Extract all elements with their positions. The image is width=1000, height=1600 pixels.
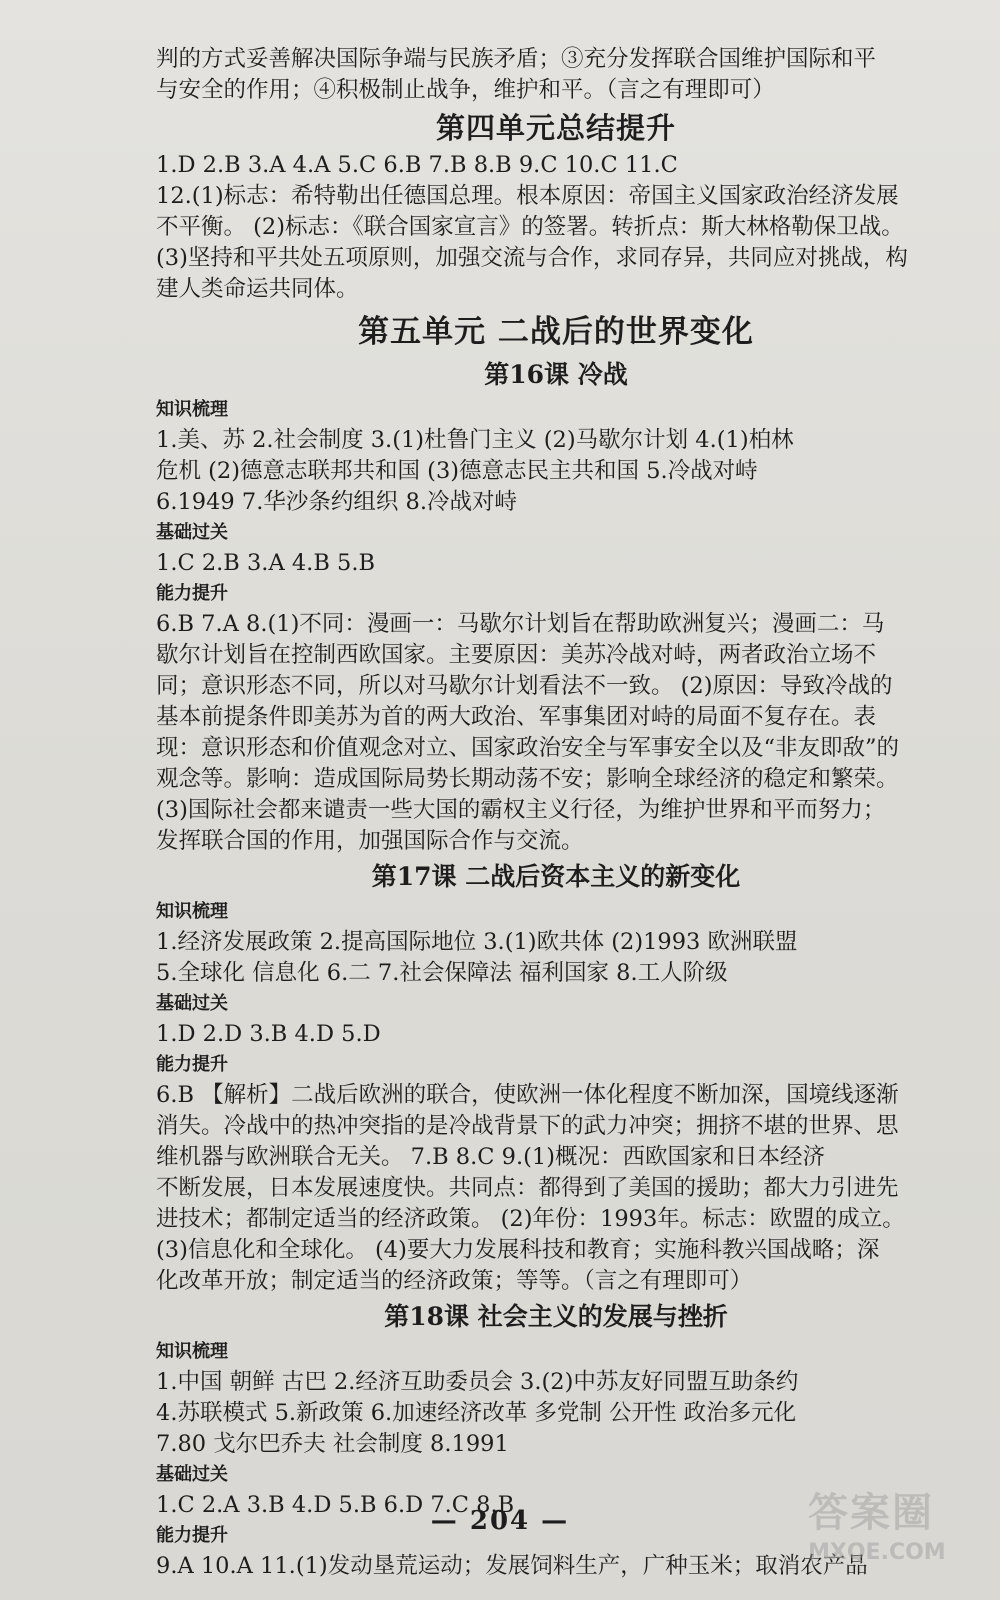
lesson-heading: 第16课 冷战 bbox=[484, 360, 628, 389]
text-line: 维机器与欧洲联合无关。 7.B 8.C 9.(1)概况：西欧国家和日本经济 bbox=[156, 1144, 825, 1170]
section-heading: 知识梳理 bbox=[156, 901, 228, 922]
text-line: 4.苏联模式 5.新政策 6.加速经济改革 多党制 公开性 政治多元化 bbox=[156, 1400, 797, 1426]
text-line: 6.B 【解析】二战后欧洲的联合，使欧洲一体化程度不断加深，国境线逐渐 bbox=[156, 1082, 899, 1108]
text-line: 1.D 2.B 3.A 4.A 5.C 6.B 7.B 8.B 9.C 10.C 11.C bbox=[156, 152, 678, 178]
text-line: 建人类命运共同体。 bbox=[156, 276, 359, 302]
answer-content bbox=[156, 44, 956, 1582]
section-heading: 知识梳理 bbox=[156, 399, 228, 420]
text-line: 不断发展，日本发展速度快。共同点：都得到了美国的援助；都大力引进先 bbox=[156, 1175, 899, 1201]
text-line: 与安全的作用；④积极制止战争，维护和平。（言之有理即可） bbox=[156, 77, 775, 103]
text-line: 现：意识形态和价值观念对立、国家政治安全与军事安全以及“非友即敌”的 bbox=[156, 735, 900, 761]
text-line: (3)国际社会都来谴责一些大国的霸权主义行径，为维护世界和平而努力； bbox=[156, 797, 886, 823]
text-line: 进技术；都制定适当的经济政策。 (2)年份：1993年。标志：欧盟的成立。 bbox=[156, 1206, 905, 1232]
watermark-url: MXQE.COM bbox=[808, 1540, 946, 1565]
lesson-heading: 第17课 二战后资本主义的新变化 bbox=[371, 862, 741, 891]
text-line: 发挥联合国的作用，加强国际合作与交流。 bbox=[156, 828, 584, 854]
lesson-heading: 第18课 社会主义的发展与挫折 bbox=[384, 1302, 728, 1331]
text-line: 基本前提条件即美苏为首的两大政治、军事集团对峙的局面不复存在。表 bbox=[156, 704, 877, 730]
text-line: 9.A 10.A 11.(1)发动垦荒运动；发展饲料生产，广种玉米；取消农产品 bbox=[156, 1553, 868, 1579]
section-heading: 能力提升 bbox=[156, 1054, 228, 1075]
text-line: 化改革开放；制定适当的经济政策；等等。（言之有理即可） bbox=[156, 1268, 753, 1294]
text-line: 歇尔计划旨在控制西欧国家。主要原因：美苏冷战对峙，两者政治立场不 bbox=[156, 642, 877, 668]
text-line: 1.C 2.A 3.B 4.D 5.B 6.D 7.C 8.B bbox=[156, 1492, 515, 1518]
section-heading: 能力提升 bbox=[156, 1525, 228, 1546]
text-line: 不平衡。 (2)标志：《联合国家宣言》的签署。转折点：斯大林格勒保卫战。 bbox=[156, 214, 904, 240]
text-line: 1.C 2.B 3.A 4.B 5.B bbox=[156, 550, 376, 576]
page-number: — 204 — bbox=[430, 1506, 570, 1536]
site-watermark bbox=[808, 1488, 998, 1598]
section-heading: 基础过关 bbox=[156, 1464, 228, 1485]
unit-heading: 第五单元 二战后的世界变化 bbox=[358, 314, 754, 350]
text-line: 1.美、苏 2.社会制度 3.(1)杜鲁门主义 (2)马歇尔计划 4.(1)柏林 bbox=[156, 427, 794, 453]
watermark-logo-text: 答案圈 bbox=[808, 1490, 934, 1536]
text-line: 1.中国 朝鲜 古巴 2.经济互助委员会 3.(2)中苏友好同盟互助条约 bbox=[156, 1369, 799, 1395]
text-line: 观念等。影响：造成国际局势长期动荡不安；影响全球经济的稳定和繁荣。 bbox=[156, 766, 899, 792]
text-line: 消失。冷战中的热冲突指的是冷战背景下的武力冲突；拥挤不堪的世界、思 bbox=[156, 1113, 899, 1139]
text-line: 危机 (2)德意志联邦共和国 (3)德意志民主共和国 5.冷战对峙 bbox=[156, 458, 758, 484]
text-line: 7.80 戈尔巴乔夫 社会制度 8.1991 bbox=[156, 1431, 509, 1457]
text-line: 1.经济发展政策 2.提高国际地位 3.(1)欧共体 (2)1993 欧洲联盟 bbox=[156, 929, 798, 955]
text-line: (3)坚持和平共处五项原则，加强交流与合作，求同存异，共同应对挑战，构 bbox=[156, 245, 908, 271]
text-line: 6.1949 7.华沙条约组织 8.冷战对峙 bbox=[156, 489, 517, 515]
text-line: 同；意识形态不同，所以对马歇尔计划看法不一致。 (2)原因：导致冷战的 bbox=[156, 673, 893, 699]
text-line: 6.B 7.A 8.(1)不同：漫画一：马歇尔计划旨在帮助欧洲复兴；漫画二：马 bbox=[156, 611, 885, 637]
section-heading: 基础过关 bbox=[156, 522, 228, 543]
text-line: 12.(1)标志：希特勒出任德国总理。根本原因：帝国主义国家政治经济发展 bbox=[156, 183, 899, 209]
section-heading: 基础过关 bbox=[156, 993, 228, 1014]
text-line: (3)信息化和全球化。 (4)要大力发展科技和教育；实施科教兴国战略；深 bbox=[156, 1237, 880, 1263]
text-line: 判的方式妥善解决国际争端与民族矛盾；③充分发挥联合国维护国际和平 bbox=[156, 46, 877, 72]
text-line: 1.D 2.D 3.B 4.D 5.D bbox=[156, 1021, 381, 1047]
section-heading: 能力提升 bbox=[156, 583, 228, 604]
text-line: 5.全球化 信息化 6.二 7.社会保障法 福利国家 8.工人阶级 bbox=[156, 960, 728, 986]
section-heading: 知识梳理 bbox=[156, 1341, 228, 1362]
unit-heading: 第四单元总结提升 bbox=[435, 111, 676, 145]
